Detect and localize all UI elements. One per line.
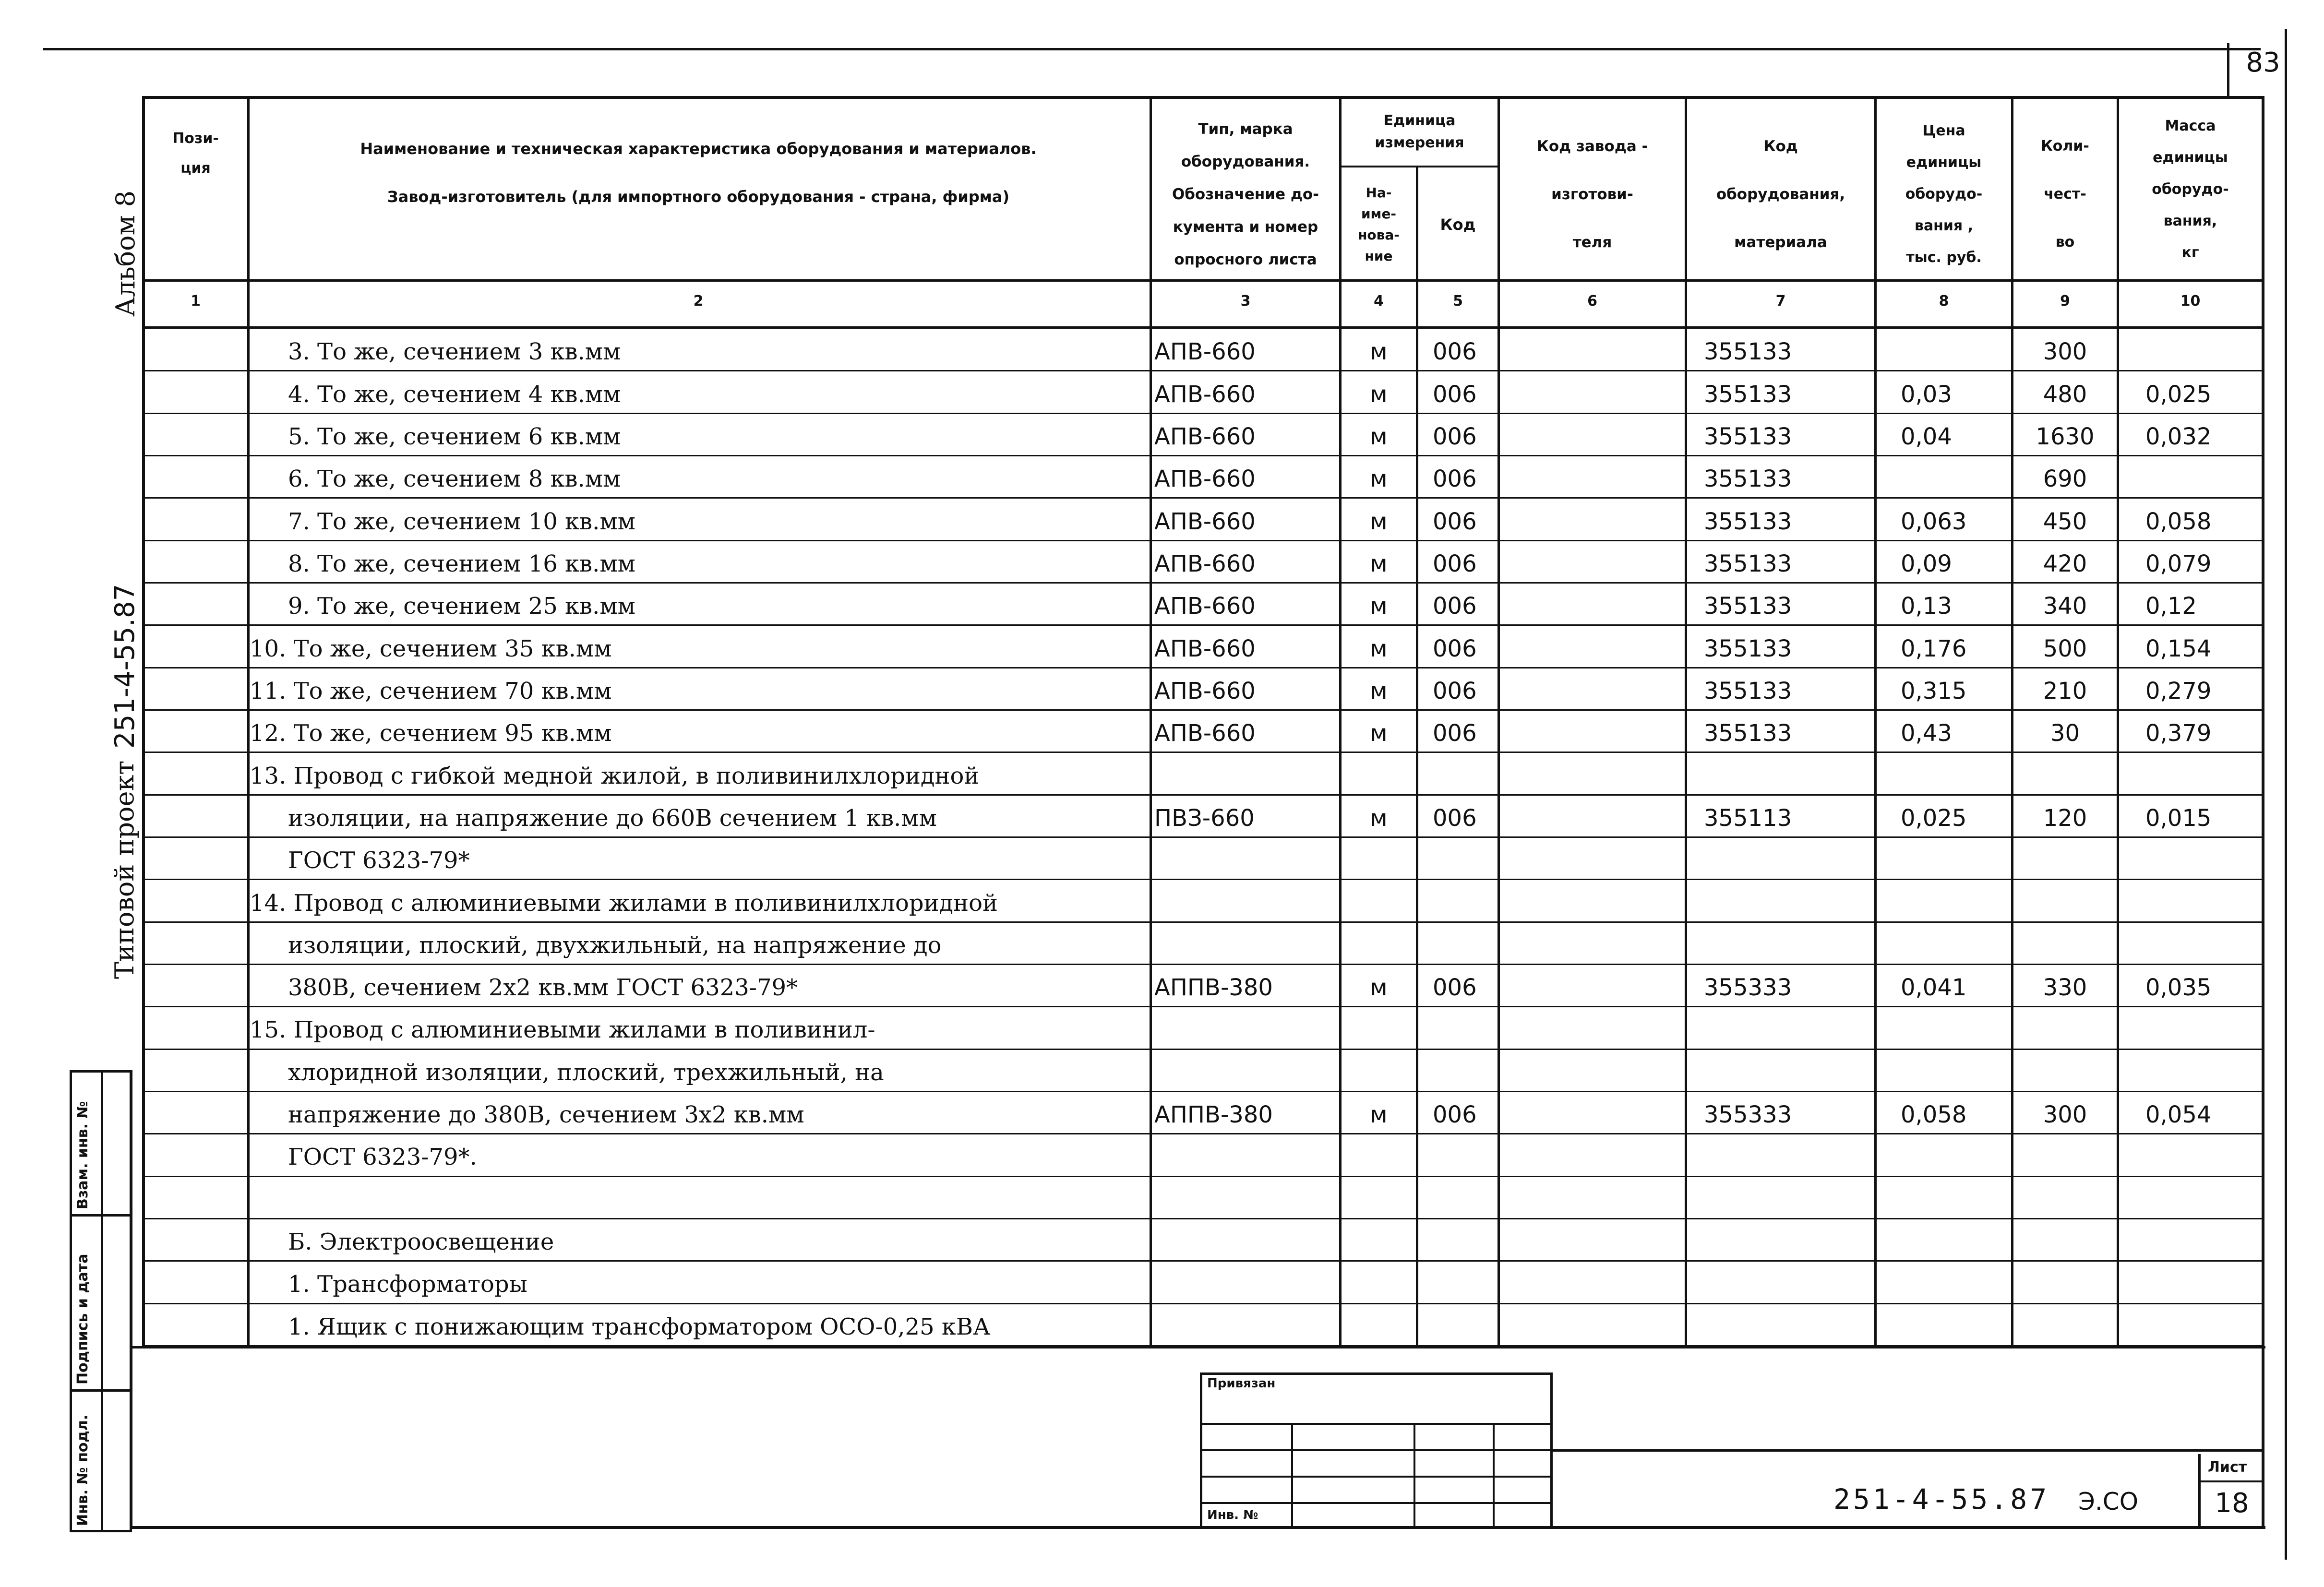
cell-qty: 340 (2043, 593, 2087, 620)
cell-name: хлоридной изоляции, плоский, трехжильный, на (288, 1059, 884, 1086)
col-number: 10 (2180, 293, 2201, 310)
cell-price: 0,058 (1901, 1101, 1967, 1128)
project-label: Типовой проект (109, 760, 140, 979)
cell-qty: 690 (2043, 465, 2087, 492)
header-col4: На- име- нова- ние (1358, 184, 1400, 264)
cell-qty: 480 (2043, 381, 2087, 408)
row-separator (144, 921, 2262, 923)
cell-name: напряжение до 380В, сечением 3х2 кв.мм (288, 1101, 804, 1128)
cell-mass: 0,015 (2145, 805, 2212, 832)
cell-mat: 355333 (1704, 974, 1792, 1001)
row-separator (144, 1006, 2262, 1007)
cell-name: 3. То же, сечением 3 кв.мм (288, 338, 621, 365)
cell-name: 5. То же, сечением 6 кв.мм (288, 423, 621, 450)
stamp-ref-inv: Взам. инв. № (74, 1101, 91, 1209)
stamp-sign-date: Подпись и дата (74, 1253, 91, 1384)
cell-unit: м (1370, 423, 1388, 450)
cell-mat: 355133 (1704, 381, 1792, 408)
cell-qty: 300 (2043, 338, 2087, 365)
cell-name: 6. То же, сечением 8 кв.мм (288, 465, 621, 492)
cell-mass: 0,035 (2145, 974, 2212, 1001)
cell-name: 10. То же, сечением 35 кв.мм (250, 635, 612, 662)
cell-type: АПВ-660 (1154, 381, 1256, 408)
col-number: 4 (1374, 293, 1384, 310)
sheet-label: Лист (2208, 1459, 2247, 1476)
cell-code: 006 (1433, 635, 1477, 662)
cell-mass: 0,054 (2145, 1101, 2212, 1128)
cell-code: 006 (1433, 423, 1477, 450)
cell-type: АПВ-660 (1154, 338, 1256, 365)
cell-mass: 0,154 (2145, 635, 2212, 662)
cell-type: ПВЗ-660 (1154, 805, 1255, 832)
cell-mat: 355133 (1704, 593, 1792, 620)
header-col8: Цена единицы оборудо- вания , тыс. руб. (1905, 122, 1983, 266)
cell-qty: 300 (2043, 1101, 2087, 1128)
doc-code: 251-4-55.87 (1833, 1483, 2050, 1515)
row-separator (144, 752, 2262, 753)
row-separator (144, 1303, 2262, 1304)
cell-unit: м (1370, 1101, 1388, 1128)
cell-code: 006 (1433, 593, 1477, 620)
cell-type: АПВ-660 (1154, 423, 1256, 450)
row-separator (144, 624, 2262, 626)
cell-type: АПВ-660 (1154, 678, 1256, 704)
col-number: 6 (1587, 293, 1597, 310)
row-separator (144, 1049, 2262, 1050)
row-separator (144, 836, 2262, 838)
cell-qty: 420 (2043, 550, 2087, 577)
cell-code: 006 (1433, 805, 1477, 832)
cell-code: 006 (1433, 550, 1477, 577)
row-separator (144, 413, 2262, 414)
row-separator (144, 709, 2262, 711)
cell-mass: 0,379 (2145, 720, 2212, 747)
cell-mass: 0,12 (2145, 593, 2197, 620)
header-col6: Код завода - изготови- теля (1536, 138, 1648, 251)
row-separator (144, 582, 2262, 584)
row-separator (144, 667, 2262, 668)
cell-unit: м (1370, 974, 1388, 1001)
header-col7: Код оборудования, материала (1716, 138, 1845, 251)
cell-mass: 0,079 (2145, 550, 2212, 577)
cell-type: АПВ-660 (1154, 465, 1256, 492)
col-number: 2 (693, 293, 704, 310)
cell-mass: 0,025 (2145, 381, 2212, 408)
cell-mat: 355133 (1704, 465, 1792, 492)
cell-qty: 330 (2043, 974, 2087, 1001)
cell-name: 8. То же, сечением 16 кв.мм (288, 550, 636, 577)
doc-suffix: Э.СО (2078, 1488, 2139, 1515)
row-separator (144, 794, 2262, 796)
cell-type: АПВ-660 (1154, 508, 1256, 535)
col-number: 5 (1453, 293, 1463, 310)
cell-mat: 355113 (1704, 805, 1792, 832)
row-separator (144, 879, 2262, 880)
cell-price: 0,315 (1901, 678, 1967, 704)
header-col5: Код (1440, 215, 1476, 234)
header-col2: Наименование и техническая характеристика оборудования и материалов. Завод-изготовитель (для импортного оборудования - страна, фирма) (360, 140, 1037, 206)
cell-code: 006 (1433, 678, 1477, 704)
row-separator (144, 1345, 2262, 1347)
cell-name: ГОСТ 6323-79* (288, 847, 470, 874)
row-separator (144, 455, 2262, 456)
cell-unit: м (1370, 635, 1388, 662)
inv-no-label: Инв. № (1207, 1508, 1258, 1522)
cell-price: 0,041 (1901, 974, 1967, 1001)
cell-mass: 0,058 (2145, 508, 2212, 535)
cell-unit: м (1370, 338, 1388, 365)
cell-qty: 500 (2043, 635, 2087, 662)
cell-type: АППВ-380 (1154, 974, 1273, 1001)
cell-unit: м (1370, 508, 1388, 535)
row-separator (144, 1260, 2262, 1262)
project-code-vertical: 251-4-55.87 (109, 584, 141, 749)
col-number: 3 (1240, 293, 1251, 310)
header-col3: Тип, марка оборудования. Обозначение до- кумента и номер опросного листа (1172, 120, 1319, 268)
cell-qty: 210 (2043, 678, 2087, 704)
cell-unit: м (1370, 465, 1388, 492)
cell-name: 14. Провод с алюминиевыми жилами в поливинилхлоридной (250, 890, 998, 917)
cell-name: 9. То же, сечением 25 кв.мм (288, 593, 636, 620)
cell-name: 15. Провод с алюминиевыми жилами в поливинил- (250, 1016, 875, 1043)
cell-name: 1. Трансформаторы (288, 1271, 527, 1298)
cell-qty: 1630 (2036, 423, 2095, 450)
cell-qty: 450 (2043, 508, 2087, 535)
row-separator (144, 1133, 2262, 1134)
row-separator (144, 1091, 2262, 1092)
cell-price: 0,025 (1901, 805, 1967, 832)
cell-mat: 355133 (1704, 720, 1792, 747)
row-separator (144, 540, 2262, 541)
cell-mat: 355333 (1704, 1101, 1792, 1128)
row-separator (144, 1176, 2262, 1177)
cell-name: 1. Ящик с понижающим трансформатором ОСО-0,25 кВА (288, 1313, 991, 1340)
row-separator (144, 964, 2262, 965)
cell-price: 0,03 (1901, 381, 1952, 408)
row-separator (144, 1218, 2262, 1219)
stamp-inv-orig: Инв. № подл. (74, 1414, 91, 1526)
cell-type: АПВ-660 (1154, 720, 1256, 747)
cell-unit: м (1370, 381, 1388, 408)
cell-name: 7. То же, сечением 10 кв.мм (288, 508, 636, 535)
cell-code: 006 (1433, 508, 1477, 535)
cell-price: 0,063 (1901, 508, 1967, 535)
cell-code: 006 (1433, 720, 1477, 747)
cell-unit: м (1370, 678, 1388, 704)
cell-code: 006 (1433, 381, 1477, 408)
cell-name: изоляции, на напряжение до 660В сечением 1 кв.мм (288, 805, 937, 832)
album-label: Альбом 8 (110, 190, 141, 317)
cell-code: 006 (1433, 465, 1477, 492)
cell-name: ГОСТ 6323-79*. (288, 1144, 477, 1170)
cell-mat: 355133 (1704, 508, 1792, 535)
cell-qty: 120 (2043, 805, 2087, 832)
cell-mass: 0,032 (2145, 423, 2212, 450)
sheet-number: 18 (2215, 1488, 2249, 1519)
cell-name: 4. То же, сечением 4 кв.мм (288, 381, 621, 408)
cell-code: 006 (1433, 338, 1477, 365)
page-number: 83 (2246, 47, 2280, 78)
cell-mat: 355133 (1704, 423, 1792, 450)
cell-unit: м (1370, 805, 1388, 832)
header-col9: Коли- чест- во (2041, 138, 2089, 251)
cell-name: 12. То же, сечением 95 кв.мм (250, 720, 612, 747)
cell-mat: 355133 (1704, 635, 1792, 662)
cell-price: 0,09 (1901, 550, 1952, 577)
cell-name: 13. Провод с гибкой медной жилой, в поливинилхлоридной (250, 763, 980, 789)
col-number: 1 (191, 293, 201, 310)
cell-mat: 355133 (1704, 550, 1792, 577)
header-unit-group: Единица измерения (1375, 112, 1464, 151)
cell-unit: м (1370, 720, 1388, 747)
cell-code: 006 (1433, 974, 1477, 1001)
cell-type: АППВ-380 (1154, 1101, 1273, 1128)
col-number: 8 (1939, 293, 1949, 310)
cell-qty: 30 (2050, 720, 2080, 747)
cell-price: 0,176 (1901, 635, 1967, 662)
row-separator (144, 370, 2262, 371)
linked-label: Привязан (1207, 1376, 1276, 1391)
cell-price: 0,04 (1901, 423, 1952, 450)
cell-price: 0,13 (1901, 593, 1952, 620)
cell-name: 11. То же, сечением 70 кв.мм (250, 678, 612, 704)
cell-name: 380В, сечением 2х2 кв.мм ГОСТ 6323-79* (288, 974, 798, 1001)
cell-type: АПВ-660 (1154, 550, 1256, 577)
cell-mass: 0,279 (2145, 678, 2212, 704)
col-number: 9 (2060, 293, 2070, 310)
row-separator (144, 497, 2262, 499)
cell-price: 0,43 (1901, 720, 1952, 747)
cell-mat: 355133 (1704, 338, 1792, 365)
header-col10: Масса единицы оборудо- вания, кг (2152, 118, 2229, 261)
cell-type: АПВ-660 (1154, 635, 1256, 662)
cell-mat: 355133 (1704, 678, 1792, 704)
cell-type: АПВ-660 (1154, 593, 1256, 620)
cell-unit: м (1370, 550, 1388, 577)
col-number: 7 (1775, 293, 1786, 310)
header-col1: Пози- ция (172, 130, 219, 177)
cell-name: изоляции, плоский, двухжильный, на напряжение до (288, 932, 942, 959)
cell-unit: м (1370, 593, 1388, 620)
cell-code: 006 (1433, 1101, 1477, 1128)
cell-name: Б. Электроосвещение (288, 1229, 554, 1255)
